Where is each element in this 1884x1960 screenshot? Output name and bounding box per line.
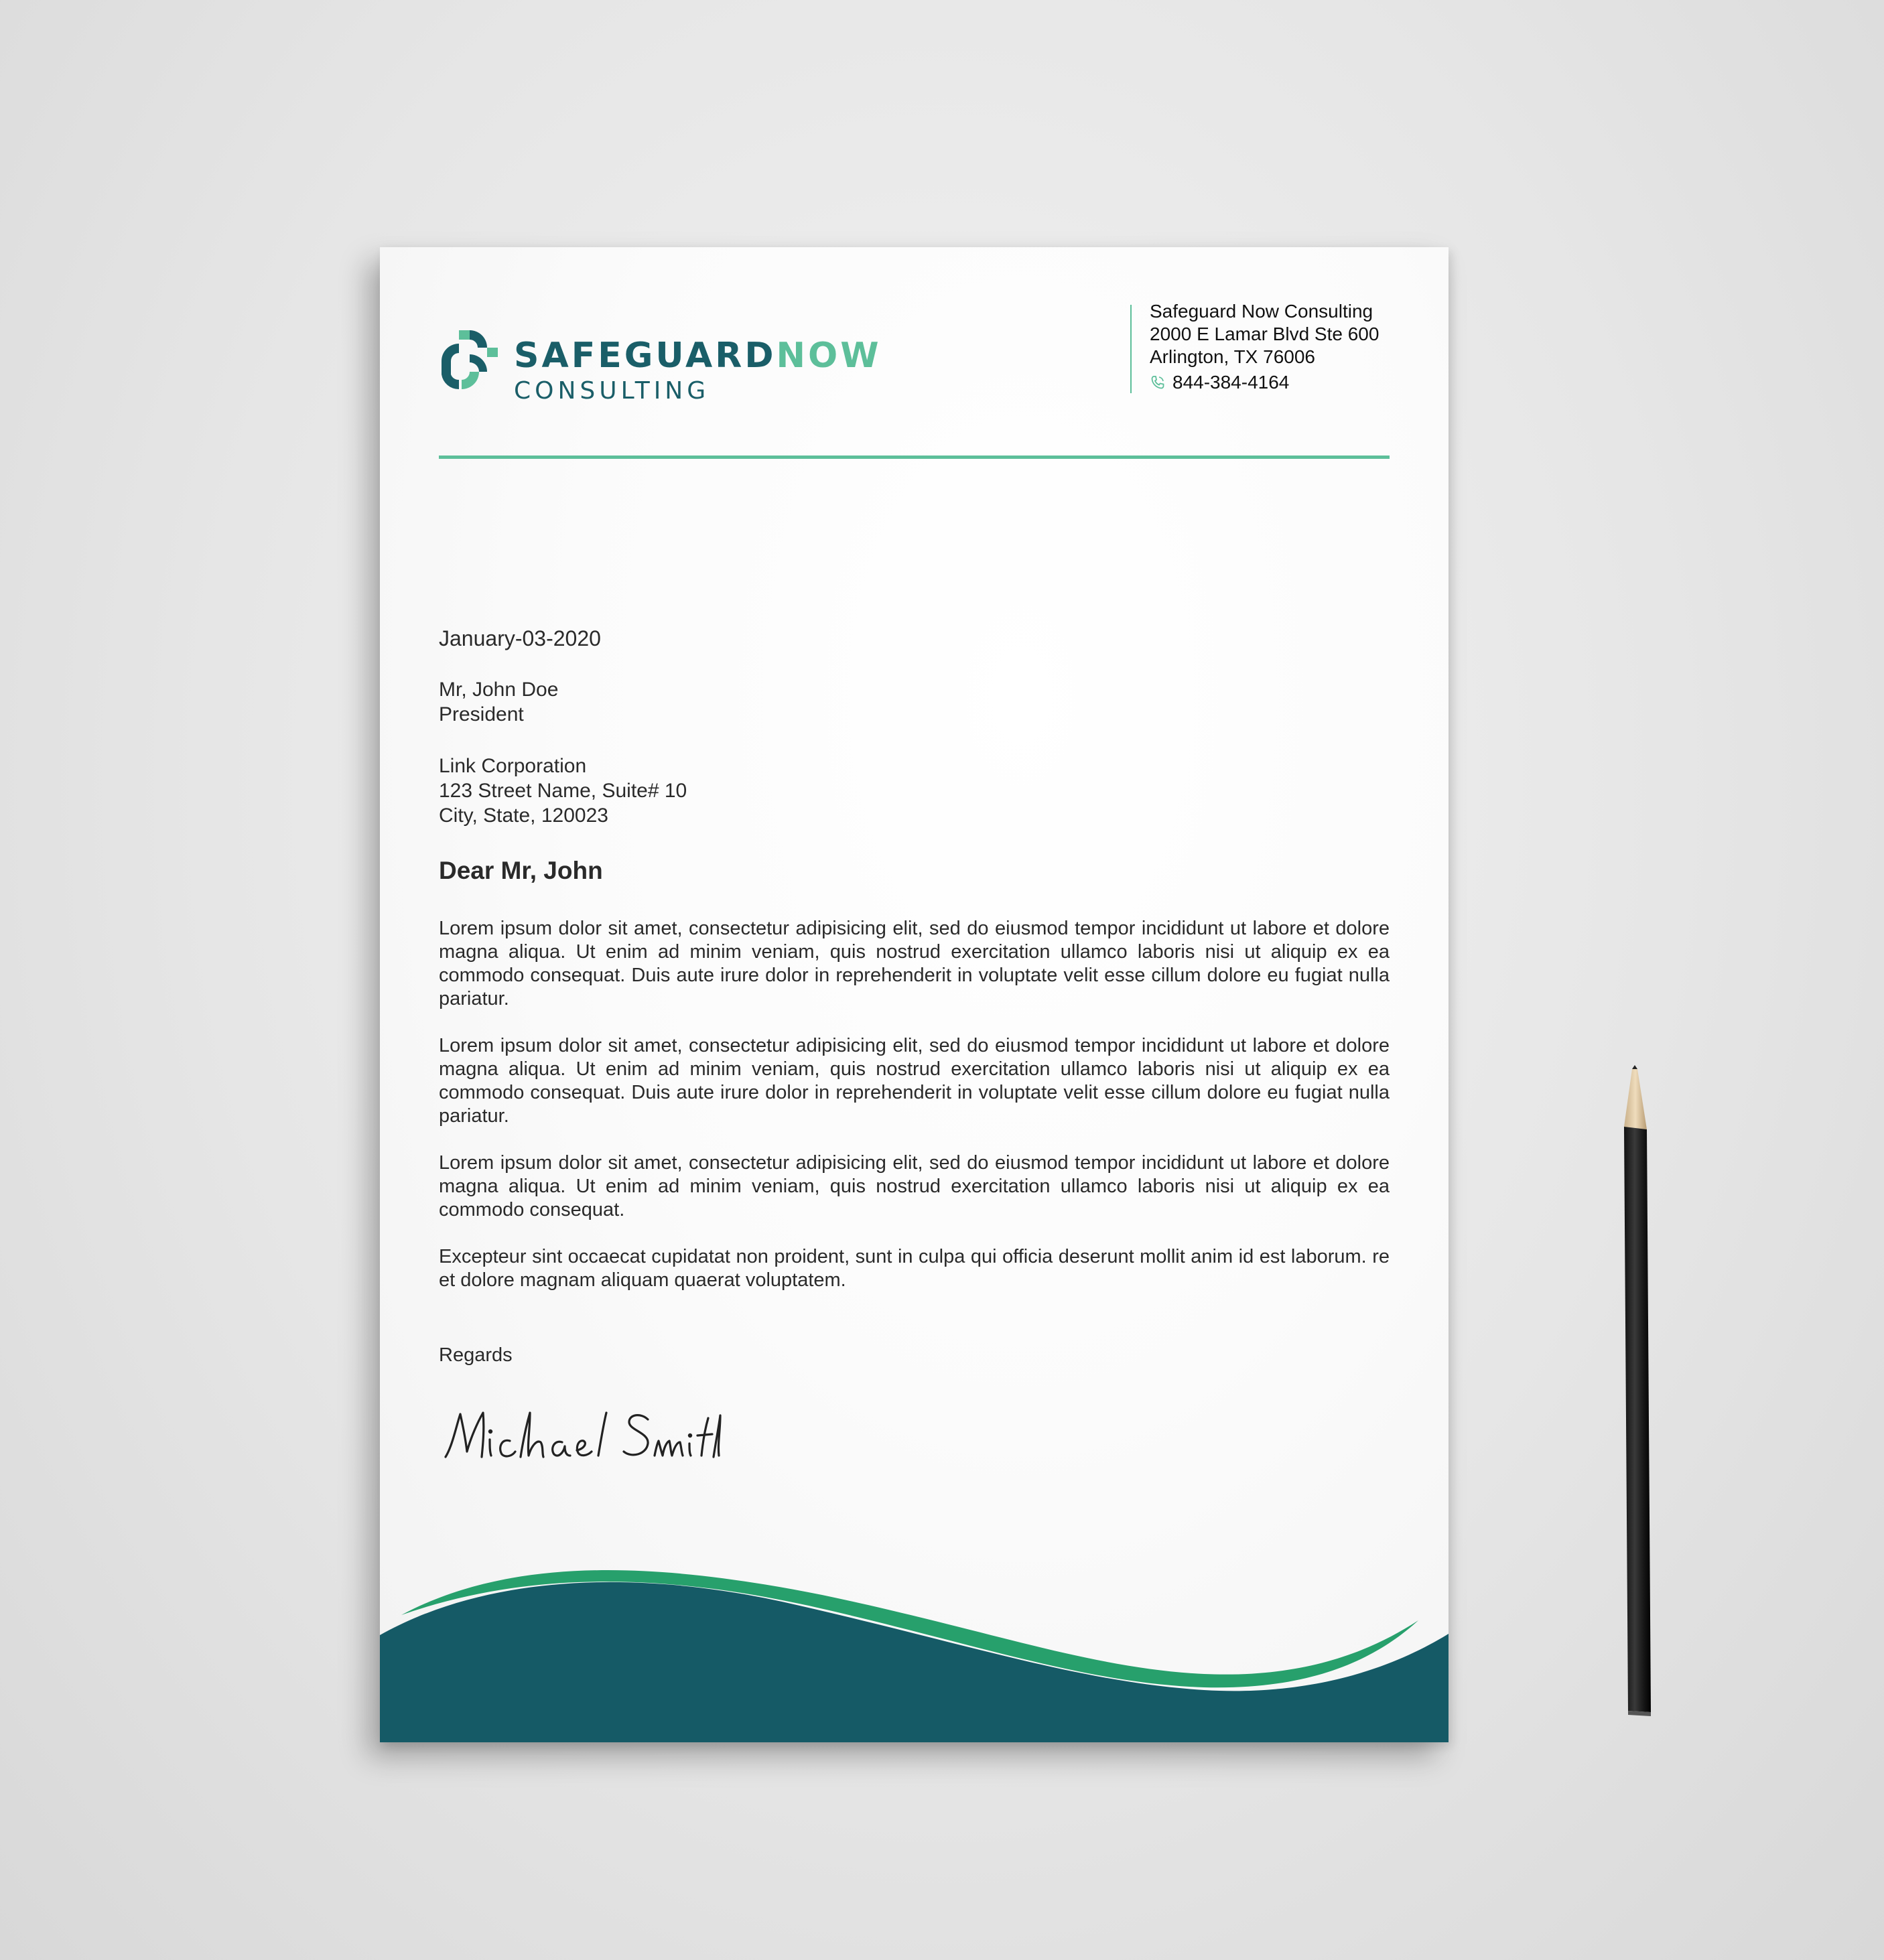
contact-phone: 844-384-4164 xyxy=(1172,372,1290,393)
contact-company: Safeguard Now Consulting xyxy=(1150,301,1373,322)
recipient-company-address1: 123 Street Name, Suite# 10 xyxy=(439,780,687,802)
contact-block xyxy=(1150,300,1379,394)
contact-divider xyxy=(1130,305,1132,393)
letter-date: January-03-2020 xyxy=(439,626,601,650)
recipient-block xyxy=(439,677,558,727)
header-rule xyxy=(439,456,1390,459)
contact-address-line2: Arlington, TX 76006 xyxy=(1150,346,1315,367)
recipient-title: President xyxy=(439,703,524,725)
contact-address-line1: 2000 E Lamar Blvd Ste 600 xyxy=(1150,324,1380,344)
letter-paragraph: Lorem ipsum dolor sit amet, consectetur adipisicing elit, sed do eiusmod tempor incididunt ut labore et dolore magna aliqua. Ut enim ad minim veniam, quis nostrud exercitation ullamco laboris nisi ut aliquip ex ea commodo consequat. xyxy=(439,1152,1390,1220)
logo-word-consulting: CONSULTING xyxy=(514,377,710,405)
company-logo xyxy=(439,328,882,405)
recipient-name: Mr, John Doe xyxy=(439,679,559,701)
letter-closing: Regards xyxy=(439,1344,513,1366)
letter-paragraph: Lorem ipsum dolor sit amet, consectetur adipisicing elit, sed do eiusmod tempor incididunt ut labore et dolore magna aliqua. Ut enim ad minim veniam, quis nostrud exercitation ullamco laboris nisi ut aliquip ex ea commodo consequat. Duis aute irure dolor in reprehenderit in voluptate velit esse cillum dolore eu fugiat nulla pariatur. xyxy=(439,1035,1390,1127)
logo-word-safeguard: SAFEGUARD xyxy=(514,336,777,376)
letter-paragraphs xyxy=(439,917,1390,1316)
recipient-company-address2: City, State, 120023 xyxy=(439,804,608,827)
letter-greeting: Dear Mr, John xyxy=(439,857,603,884)
pencil-image xyxy=(1608,1065,1662,1722)
letter-paragraph: Lorem ipsum dolor sit amet, consectetur adipisicing elit, sed do eiusmod tempor incididunt ut labore et dolore magna aliqua. Ut enim ad minim veniam, quis nostrud exercitation ullamco laboris nisi ut aliquip ex ea commodo consequat. Duis aute irure dolor in reprehenderit in voluptate velit esse cillum dolore eu fugiat nulla pariatur. xyxy=(439,918,1390,1009)
logo-word-now: NOW xyxy=(776,336,882,376)
recipient-company-block xyxy=(439,754,687,828)
contact-phone-row xyxy=(1150,371,1379,394)
recipient-company-name: Link Corporation xyxy=(439,755,587,777)
logo-mark-icon xyxy=(439,328,500,392)
footer-wave xyxy=(380,1515,1449,1742)
letter-paragraph: Excepteur sint occaecat cupidatat non proident, sunt in culpa qui officia deserunt mollit anim id est laborum. re et dolore magnam aliquam quaerat voluptatem. xyxy=(439,1246,1390,1291)
letterhead-page xyxy=(380,247,1449,1742)
phone-icon xyxy=(1150,374,1166,391)
logo-wordmark xyxy=(514,336,882,376)
signature-image xyxy=(440,1399,722,1466)
